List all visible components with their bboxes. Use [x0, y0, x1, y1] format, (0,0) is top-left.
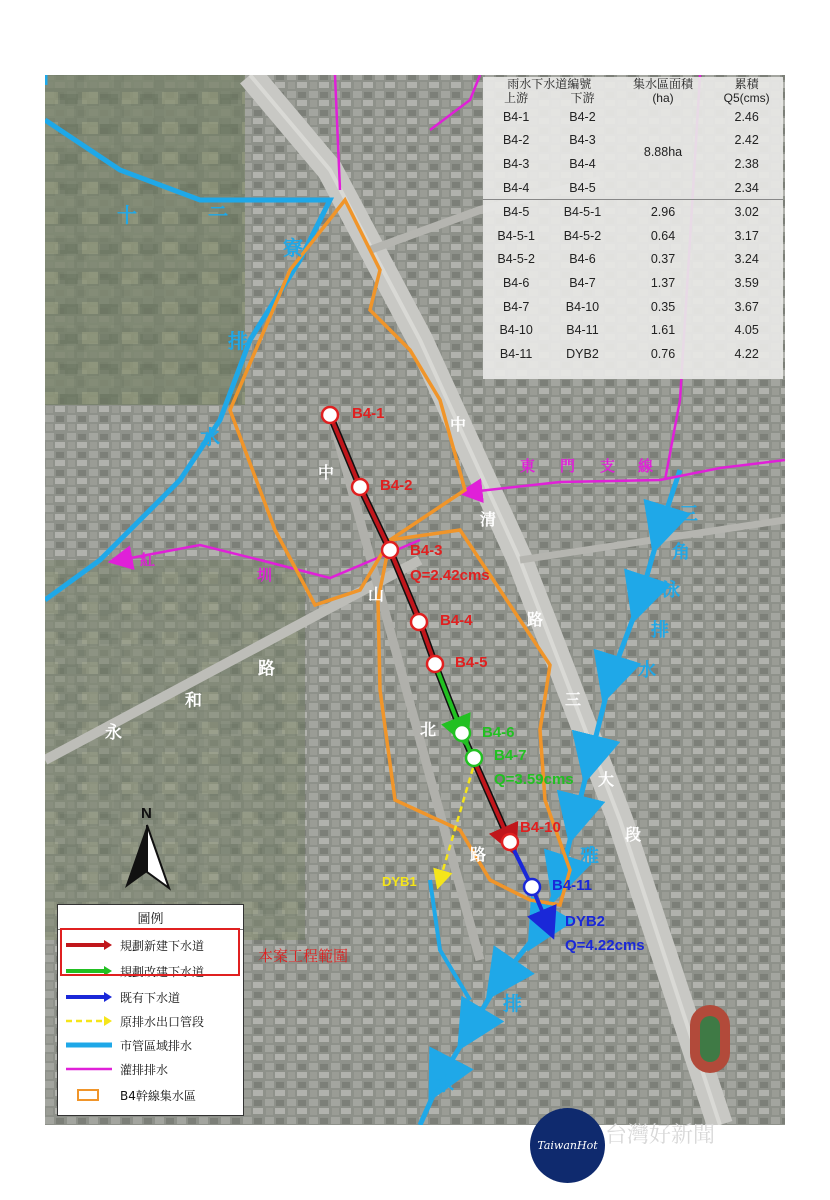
cell-up: B4-5	[483, 200, 549, 224]
cell-up: B4-11	[499, 346, 533, 361]
legend-label-new: 規劃新建下水道	[120, 938, 205, 953]
label-zhi: 支	[600, 457, 616, 475]
legend-label-existing: 既有下水道	[120, 990, 181, 1005]
header-upstream: 上游	[504, 91, 529, 105]
cell-down: B4-5-2	[563, 228, 602, 243]
label-shui: 水	[200, 425, 220, 449]
legend-item-catchment	[64, 1085, 196, 1105]
table-row	[483, 271, 783, 295]
cell-q: 2.34	[734, 180, 759, 195]
sewer-table	[483, 77, 783, 379]
legend-label-irrigation: 灌排排水	[120, 1062, 169, 1077]
label-shui3: 水	[435, 1073, 455, 1095]
header-q5: Q5(cms)	[723, 91, 770, 105]
label-xian: 線	[638, 457, 654, 475]
cell-up: B4-10	[499, 323, 533, 338]
label-b4-3-q: Q=2.42cms	[410, 567, 490, 584]
legend-label-city-drain: 市管區域排水	[120, 1038, 193, 1053]
label-lu3: 路	[258, 659, 275, 679]
label-pai: 排	[228, 329, 248, 353]
label-men: 門	[560, 457, 576, 475]
cell-area: 0.35	[650, 299, 676, 314]
cell-area: 8.88ha	[643, 145, 683, 160]
legend-item-outlet	[64, 1011, 204, 1031]
label-b4-7: B4-7	[494, 747, 527, 764]
cell-area: 0.64	[650, 228, 676, 243]
label-b4-1: B4-1	[352, 405, 385, 422]
cell-up: B4-3	[502, 156, 530, 171]
label-pai2: 排	[651, 620, 669, 641]
legend-title: 圖例	[58, 905, 243, 930]
logo-text: TaiwanHot	[537, 1139, 598, 1152]
cell-down: B4-10	[565, 299, 600, 314]
cell-q: 2.38	[734, 156, 759, 171]
north-label: N	[141, 805, 152, 822]
cell-q: 3.17	[734, 228, 759, 243]
label-san: 三	[208, 196, 228, 220]
label-ya: 雅	[580, 845, 600, 867]
cell-down: B4-5-1	[549, 200, 615, 224]
node-b4-10[interactable]	[502, 834, 518, 850]
node-b4-1[interactable]	[322, 407, 338, 423]
cell-q: 3.67	[734, 299, 759, 314]
label-b4-5: B4-5	[455, 654, 488, 671]
header-cumulative: 累積	[734, 77, 759, 91]
cell-down: DYB2	[566, 346, 599, 361]
cell-up: B4-6	[502, 275, 530, 290]
cell-down: B4-4	[569, 156, 596, 171]
label-da: 大	[598, 770, 615, 789]
table-row	[483, 342, 783, 366]
cell-area: 0.76	[650, 346, 676, 361]
cell-area: 2.96	[616, 200, 711, 224]
table-row	[483, 105, 783, 129]
node-b4-7[interactable]	[466, 750, 482, 766]
cell-q: 3.24	[734, 252, 759, 267]
label-b4-11: B4-11	[552, 877, 593, 894]
cell-down: B4-2	[569, 109, 596, 124]
cell-area: 1.37	[650, 275, 676, 290]
cell-area: 1.61	[650, 323, 676, 338]
cell-down: B4-5	[569, 180, 596, 195]
legend-item-city-drain	[64, 1035, 192, 1055]
node-b4-2[interactable]	[352, 479, 368, 495]
label-san2: 三	[565, 690, 582, 709]
cell-q: 2.46	[734, 109, 759, 124]
label-b4-4: B4-4	[440, 612, 473, 629]
legend-item-irrigation	[64, 1059, 168, 1079]
legend-label-catchment: B4幹線集水區	[120, 1088, 196, 1103]
node-b4-11[interactable]	[524, 879, 540, 895]
label-duan: 段	[625, 825, 642, 844]
label-yong: 泳	[662, 580, 680, 601]
table-row	[483, 200, 783, 224]
label-dyb2-q: Q=4.22cms	[565, 937, 645, 954]
cell-down: B4-6	[569, 252, 596, 267]
label-b4-2: B4-2	[380, 477, 413, 494]
cell-q: 3.59	[734, 275, 759, 290]
label-yong2: 永	[105, 723, 122, 743]
project-scope-label: 本案工程範圍	[258, 947, 349, 965]
label-pai3: 排	[503, 993, 523, 1015]
label-san3: 三	[680, 504, 698, 525]
cell-down: B4-7	[569, 275, 596, 290]
cell-down: B4-3	[569, 133, 596, 148]
cell-q: 4.22	[734, 346, 759, 361]
watermark-text: 台灣好新聞	[605, 1123, 716, 1148]
label-b4-7-q: Q=3.59cms	[494, 771, 574, 788]
cell-up: B4-5-2	[497, 252, 535, 267]
label-hong: 紅	[140, 551, 156, 569]
cell-up: B4-1	[502, 109, 530, 124]
header-area-unit: (ha)	[652, 91, 674, 105]
taiwanhot-logo	[530, 1108, 605, 1183]
label-b4-3: B4-3	[410, 542, 443, 559]
cell-up: B4-7	[502, 299, 530, 314]
label-shan: 山	[368, 585, 385, 604]
label-lu2: 路	[527, 610, 544, 629]
label-qing: 清	[480, 510, 497, 529]
legend-label-rebuild: 規劃改建下水道	[120, 964, 205, 979]
cell-area: 0.37	[650, 252, 676, 267]
label-b4-6: B4-6	[482, 724, 515, 741]
cell-q: 3.02	[710, 200, 783, 224]
table-row	[483, 248, 783, 272]
cell-up: B4-2	[502, 133, 530, 148]
header-downstream: 下游	[570, 91, 595, 105]
legend-label-outlet: 原排水出口管段	[120, 1014, 205, 1029]
table-row	[483, 295, 783, 319]
table-row	[483, 318, 783, 342]
node-b4-4[interactable]	[411, 614, 427, 630]
label-liao: 寮	[283, 236, 303, 260]
label-he: 和	[185, 691, 202, 711]
project-scope-box	[60, 928, 240, 976]
label-b4-10: B4-10	[520, 819, 561, 836]
cell-q: 2.42	[734, 133, 759, 148]
label-dong: 東	[520, 457, 536, 475]
legend-item-existing	[64, 987, 180, 1007]
label-lu1: 路	[470, 845, 487, 864]
label-bei: 北	[420, 720, 437, 739]
cell-down: B4-11	[566, 323, 599, 338]
node-b4-5[interactable]	[427, 656, 443, 672]
label-jiao: 角	[672, 542, 690, 563]
node-b4-6[interactable]	[454, 725, 470, 741]
node-b4-3[interactable]	[382, 542, 398, 558]
cell-up: B4-5-1	[497, 228, 535, 243]
label-zhen: 圳	[257, 566, 273, 584]
label-dyb2: DYB2	[565, 913, 606, 930]
label-zhong1: 中	[318, 463, 335, 482]
table-row	[483, 224, 783, 248]
cell-q: 4.05	[734, 323, 759, 338]
header-area: 集水區面積	[632, 77, 693, 91]
header-sewer-id: 雨水下水道編號	[507, 77, 592, 91]
label-shi: 十	[117, 203, 137, 227]
label-dyb1: DYB1	[382, 874, 417, 889]
label-shui2: 水	[638, 660, 656, 681]
label-zhong2: 中	[450, 415, 467, 434]
cell-up: B4-4	[502, 180, 530, 195]
